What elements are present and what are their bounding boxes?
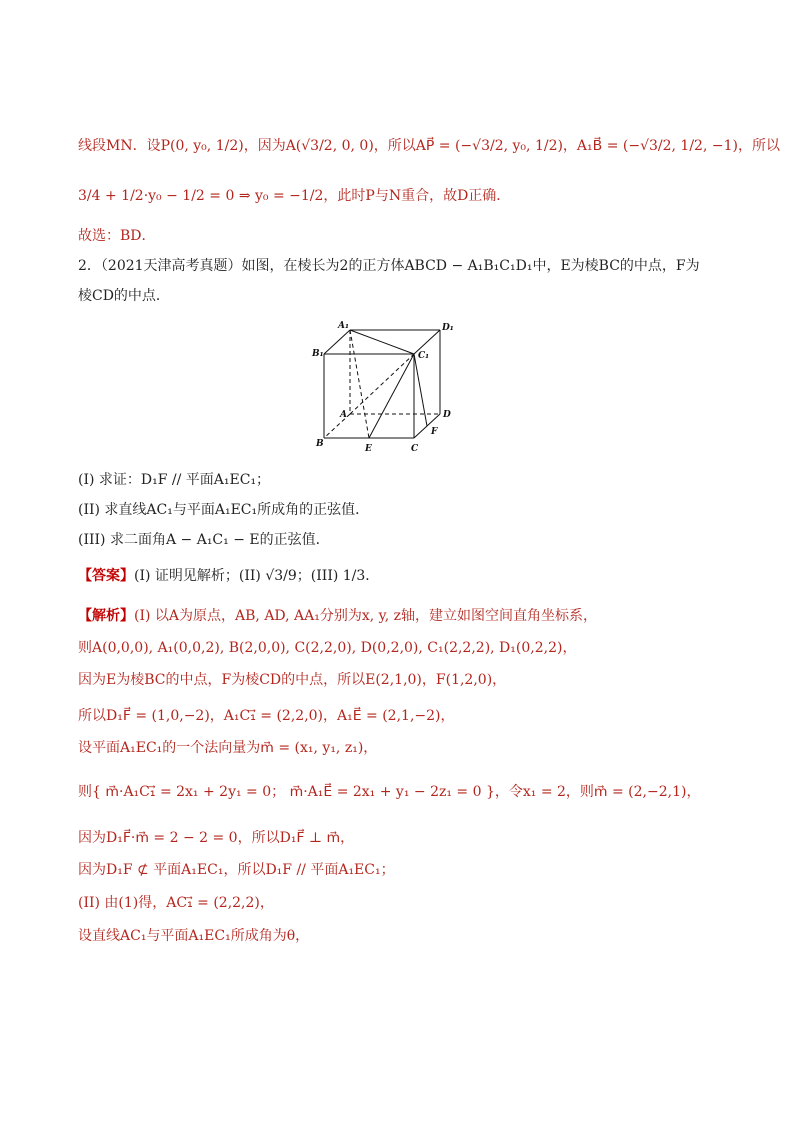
analysis-line-5: 设平面A₁EC₁的一个法向量为m⃗ = (x₁, y₁, z₁)， [78, 740, 378, 756]
analysis-line-9: (II) 由(1)得，AC₁⃗ = (2,2,2)， [78, 895, 274, 911]
analysis-line-10: 设直线AC₁与平面A₁EC₁所成角为θ， [78, 928, 310, 944]
label-C: C [411, 444, 419, 454]
text-line-1: 线段MN．设P(0, y₀, 1/2)，因为A(√3/2, 0, 0)，所以AP⃗ = (−√3/2, y₀, 1/2)，A₁B⃗ = (−√3/2, 1/2, −1)，所以 [78, 138, 780, 154]
analysis-line-4: 所以D₁F⃗ = (1,0,−2)，A₁C₁⃗ = (2,2,0)，A₁E⃗ = (2,1,−2)， [78, 708, 455, 724]
label-D1: D₁ [442, 323, 454, 333]
answer-tag: 【答案】 [78, 568, 134, 584]
analysis-text-1: (I) 以A为原点，AB, AD, AA₁分别为x, y, z轴，建立如图空间直角坐标系， [134, 608, 598, 624]
cube-figure [310, 318, 460, 458]
question-1: (I) 求证：D₁F // 平面A₁EC₁； [78, 472, 271, 488]
text-line-2: 3/4 + 1/2·y₀ − 1/2 = 0 ⇒ y₀ = −1/2，此时P与N重合，故D正确． [78, 188, 511, 204]
problem-statement-line-1: 2．（2021天津高考真题）如图，在棱长为2的正方体ABCD − A₁B₁C₁D₁中，E为棱BC的中点，F为 [78, 258, 700, 274]
problem-statement-line-2: 棱CD的中点． [78, 288, 170, 304]
analysis-line-3: 因为E为棱BC的中点，F为棱CD的中点，所以E(2,1,0)，F(1,2,0)， [78, 672, 507, 688]
answer-text: (I) 证明见解析；(II) √3/9；(III) 1/3． [134, 568, 380, 584]
label-A1: A₁ [338, 321, 349, 331]
question-2: (II) 求直线AC₁与平面A₁EC₁所成角的正弦值． [78, 502, 370, 518]
analysis-tag: 【解析】 [78, 608, 134, 624]
label-F: F [431, 427, 438, 437]
analysis-line-2: 则A(0,0,0), A₁(0,0,2), B(2,0,0), C(2,2,0), D(0,2,0), C₁(2,2,2), D₁(0,2,2)， [78, 640, 577, 656]
label-D: D [443, 410, 451, 420]
cube-diagram [310, 318, 460, 458]
analysis-line-7: 因为D₁F⃗·m⃗ = 2 − 2 = 0，所以D₁F⃗ ⊥ m⃗， [78, 830, 355, 846]
question-3: (III) 求二面角A − A₁C₁ − E的正弦值． [78, 532, 330, 548]
analysis-line-8: 因为D₁F ⊄ 平面A₁EC₁，所以D₁F // 平面A₁EC₁； [78, 862, 395, 878]
label-A: A [340, 410, 347, 420]
analysis-line-1 [78, 606, 597, 626]
label-C1: C₁ [418, 351, 430, 361]
analysis-line-6: 则{ m⃗·A₁C₁⃗ = 2x₁ + 2y₁ = 0； m⃗·A₁E⃗ = 2x₁ + y₁ − 2z₁ = 0 }，令x₁ = 2，则m⃗ = (2,−2,1)， [78, 784, 701, 800]
label-B: B [316, 439, 324, 449]
label-E: E [365, 444, 372, 454]
label-B1: B₁ [312, 349, 324, 359]
text-line-3: 故选：BD． [78, 228, 156, 244]
answer-line [78, 566, 379, 586]
